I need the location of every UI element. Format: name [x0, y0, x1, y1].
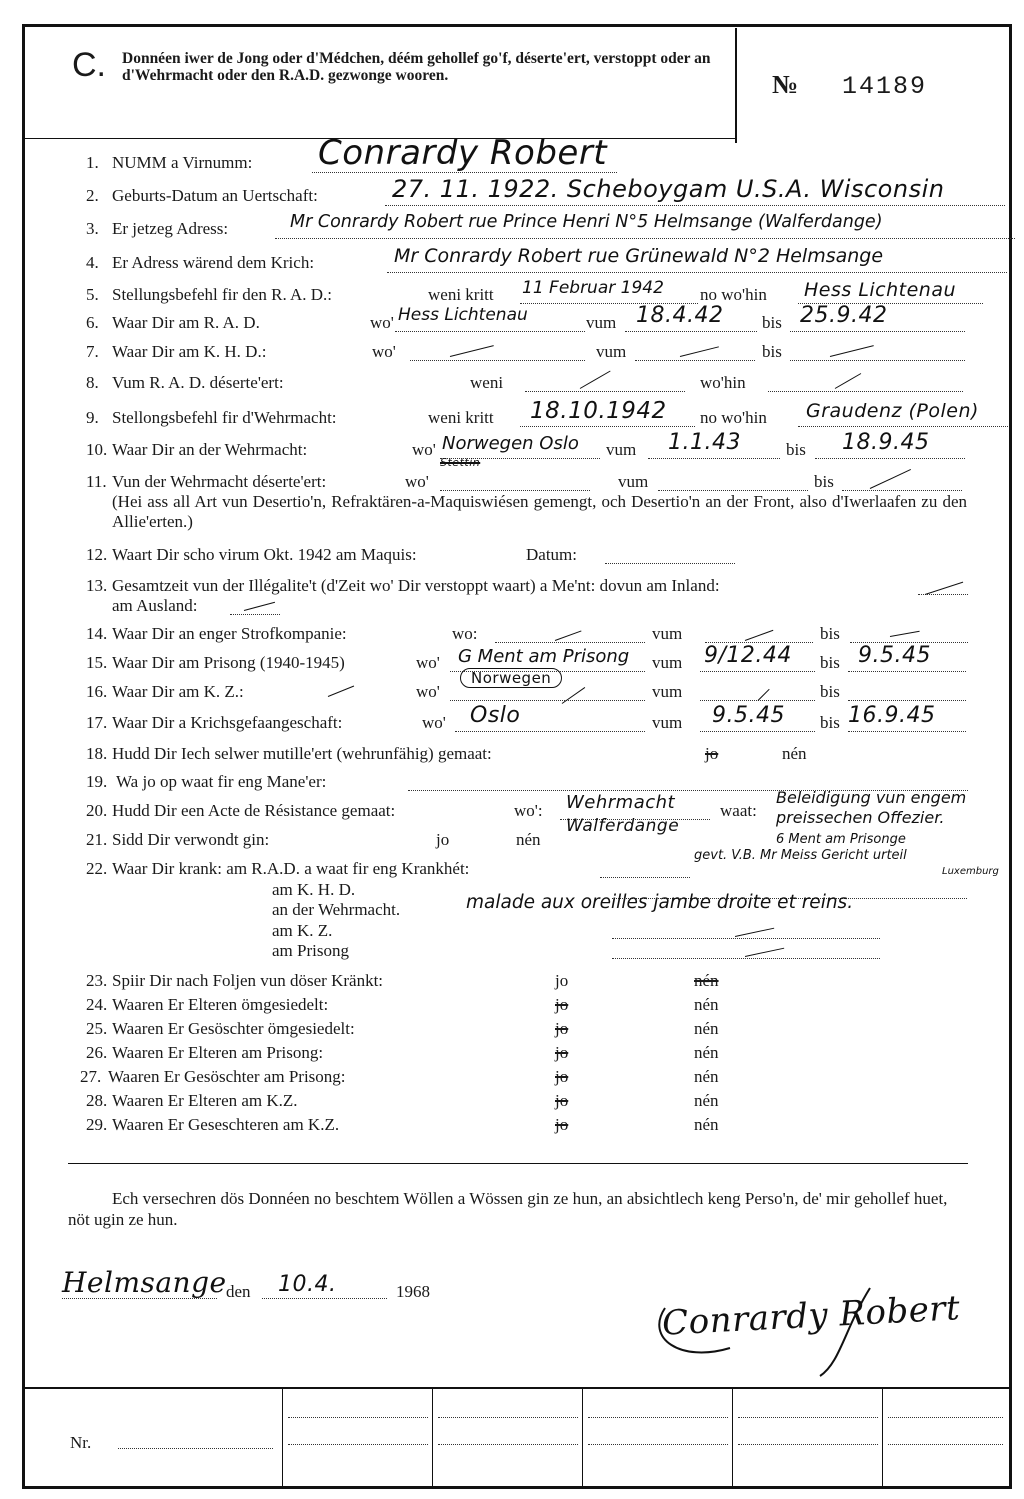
q9-where-label: no wo'hin	[700, 408, 767, 427]
q11-note: (Hei ass all Art vun Desertio'n, Refraktären-a-Maquiswiésen gemengt, och Desertio'n an der Front, also d'Iwerlaafen zu den Allie'erten.)	[112, 492, 967, 531]
q13-ausland-label: am Ausland:	[112, 596, 198, 615]
q18-label: Hudd Dir Iech selwer mutille'ert (wehrunfähig) gemaat:	[112, 744, 492, 763]
footer-col-1	[282, 1387, 283, 1487]
q6-number: 6.	[86, 313, 99, 332]
q17-vum-dots	[700, 731, 815, 732]
q8-label: Vum R. A. D. déserte'ert:	[112, 373, 284, 392]
q3-answer[interactable]: Mr Conrardy Robert rue Prince Henri N°5 Helmsange (Walferdange)	[290, 212, 883, 232]
q6-bis-dots	[790, 331, 965, 332]
q2-answer[interactable]: 27. 11. 1922. Scheboygam U.S.A. Wisconsin	[392, 175, 945, 203]
q18-number: 18.	[86, 744, 108, 763]
q22-rad-dots	[600, 877, 690, 878]
q29-number: 29.	[86, 1115, 108, 1134]
q19-label: Wa jo op waat fir eng Mane'er:	[116, 772, 327, 791]
q25-nen[interactable]: nén	[694, 1019, 719, 1038]
q3-dots	[275, 238, 1015, 239]
q10-wo[interactable]: Norwegen Oslo	[442, 433, 579, 454]
footer-col-5	[882, 1387, 883, 1487]
q11-label: Vun der Wehrmacht déserte'ert:	[112, 472, 327, 491]
q4-dots	[387, 272, 1007, 273]
q22-wehrmacht-answer[interactable]: malade aux oreilles jambe droite et reins.	[466, 892, 854, 913]
q11-bis-label: bis	[814, 472, 834, 491]
form-number: 14189	[842, 72, 928, 101]
q15-wo-label: wo'	[416, 653, 440, 672]
q14-number: 14.	[86, 624, 108, 643]
q8-number: 8.	[86, 373, 99, 392]
header-intro: Donnéen iwer de Jong oder d'Médchen, déém gehollef go'f, déserte'ert, verstoppt oder an d'Wehrmacht oder den R.A.D. gezwonge wooren.	[122, 50, 711, 84]
q2-dots	[385, 205, 1005, 206]
q6-wo[interactable]: Hess Lichtenau	[398, 305, 528, 325]
q22-sub-wehrmacht: an der Wehrmacht.	[272, 900, 401, 919]
section-divider	[68, 1163, 968, 1164]
q21-nen[interactable]: nén	[516, 830, 541, 849]
q3-number: 3.	[86, 219, 99, 238]
q28-nen[interactable]: nén	[694, 1091, 719, 1110]
q4-label: Er Adress wärend dem Krich:	[112, 253, 315, 272]
signature-place-dots	[62, 1298, 217, 1299]
q17-bis-label: bis	[820, 713, 840, 732]
q13-ausland-dots	[230, 614, 280, 615]
q26-number: 26.	[86, 1043, 108, 1062]
q20-waat-label: waat:	[720, 801, 757, 820]
q14-vum-label: vum	[652, 624, 683, 643]
footer-top-line	[24, 1387, 1010, 1389]
footer-col-2	[432, 1387, 433, 1487]
q5-label: Stellungsbefehl fir den R. A. D.:	[112, 285, 333, 304]
q21-note-gericht[interactable]: gevt. V.B. Mr Meiss Gericht urteil	[694, 848, 907, 863]
q14-wo-label: wo:	[452, 624, 478, 643]
footer-dots-2b	[438, 1444, 578, 1445]
signature-flourish	[640, 1268, 990, 1378]
footer-dots-5a	[888, 1417, 1003, 1418]
q2-number: 2.	[86, 186, 99, 205]
q16-wo-dots	[450, 700, 645, 701]
q20-waat[interactable]: Beleidigung vun engem preissechen Offezier.	[776, 788, 967, 827]
q22-sub-prisong: am Prisong	[272, 941, 349, 960]
q5-when[interactable]: 11 Februar 1942	[522, 278, 664, 298]
q9-where[interactable]: Graudenz (Polen)	[806, 400, 979, 422]
q21-note-luxemburg[interactable]: Luxemburg	[942, 866, 999, 877]
q29-label: Waaren Er Geseschteren am K.Z.	[112, 1115, 340, 1134]
q6-bis-label: bis	[762, 313, 782, 332]
q11-wo-label: wo'	[405, 472, 429, 491]
q10-number: 10.	[86, 440, 108, 459]
q9-label: Stellongsbefehl fir d'Wehrmacht:	[112, 408, 337, 427]
q19-number: 19.	[86, 772, 108, 791]
q10-vum[interactable]: 1.1.43	[668, 430, 741, 455]
q7-number: 7.	[86, 342, 99, 361]
q14-bis-label: bis	[820, 624, 840, 643]
q14-label: Waar Dir an enger Strofkompanie:	[112, 624, 347, 643]
q17-bis-dots	[848, 731, 966, 732]
footer-dots-3a	[588, 1417, 728, 1418]
q6-bis[interactable]: 25.9.42	[800, 303, 888, 328]
q4-number: 4.	[86, 253, 99, 272]
q11-vum-label: vum	[618, 472, 649, 491]
q1-label: NUMM a Virnumm:	[112, 153, 253, 172]
q20-number: 20.	[86, 801, 108, 820]
q24-jo[interactable]: jo	[555, 995, 569, 1014]
q6-vum-label: vum	[586, 313, 617, 332]
footer-dots-4b	[738, 1444, 878, 1445]
q20-label: Hudd Dir een Acte de Résistance gemaat:	[112, 801, 396, 820]
q12-datum-dots	[605, 563, 735, 564]
q28-label: Waaren Er Elteren am K.Z.	[112, 1091, 298, 1110]
q10-bis-dots	[815, 458, 965, 459]
q10-vum-dots	[648, 458, 780, 459]
q25-jo[interactable]: jo	[555, 1019, 569, 1038]
q15-vum-dots	[700, 671, 815, 672]
q5-where[interactable]: Hess Lichtenau	[804, 279, 957, 301]
footer-dots-1b	[288, 1444, 428, 1445]
q23-jo[interactable]: jo	[555, 971, 569, 990]
q12-label: Waart Dir scho virum Okt. 1942 am Maquis:	[112, 545, 417, 564]
q9-number: 9.	[86, 408, 99, 427]
q15-wo-note[interactable]: Norwegen	[460, 668, 562, 688]
declaration-text: Ech versechren dös Donnéen no beschtem Wöllen a Wössen gin ze hun, an absichtlech keng Perso'n, de' mir gehollef huet, nöt ugin ze hun.	[68, 1189, 948, 1229]
q5-where-label: no wo'hin	[700, 285, 767, 304]
signature-date-dots	[262, 1298, 387, 1299]
q11-bis-dots	[842, 490, 962, 491]
footer-dots-1a	[288, 1417, 428, 1418]
q6-vum-dots	[625, 331, 757, 332]
q7-bis-label: bis	[762, 342, 782, 361]
q15-bis-dots	[848, 671, 966, 672]
q21-number: 21.	[86, 830, 108, 849]
q15-bis[interactable]: 9.5.45	[858, 643, 931, 668]
q27-jo[interactable]: jo	[555, 1067, 569, 1086]
q17-vum[interactable]: 9.5.45	[712, 703, 785, 728]
q16-wo-label: wo'	[416, 682, 440, 701]
q10-bis[interactable]: 18.9.45	[842, 430, 930, 455]
q26-label: Waaren Er Elteren am Prisong:	[112, 1043, 324, 1062]
q20-wo[interactable]: Wehrmacht	[566, 792, 676, 813]
q22-number: 22.	[86, 859, 108, 878]
header-divider-vertical	[735, 28, 737, 143]
q5-number: 5.	[86, 285, 99, 304]
q15-label: Waar Dir am Prisong (1940-1945)	[112, 653, 345, 672]
q10-bis-label: bis	[786, 440, 806, 459]
q17-vum-label: vum	[652, 713, 683, 732]
footer-col-4	[732, 1387, 733, 1487]
q26-nen[interactable]: nén	[694, 1043, 719, 1062]
q22-kz-dots	[612, 938, 880, 939]
q21-jo[interactable]: jo	[436, 830, 450, 849]
q6-label: Waar Dir am R. A. D.	[112, 313, 260, 332]
q23-nen[interactable]: nén	[694, 971, 719, 990]
q25-label: Waaren Er Gesöschter ömgesiedelt:	[112, 1019, 355, 1038]
footer-nr-dots	[118, 1448, 273, 1449]
q21-label: Sidd Dir verwondt gin:	[112, 830, 270, 849]
q15-number: 15.	[86, 653, 108, 672]
signature-name[interactable]: Conrardy Robert	[661, 1288, 962, 1344]
footer-col-3	[582, 1387, 583, 1487]
q8-where-dots	[768, 391, 963, 392]
q10-label: Waar Dir an der Wehrmacht:	[112, 440, 308, 459]
q6-wo-dots	[395, 331, 585, 332]
signature-den-label: den	[226, 1282, 251, 1301]
q28-jo[interactable]: jo	[555, 1091, 569, 1110]
q15-wo[interactable]: G Ment am Prisong	[458, 646, 630, 667]
q8-when-dots	[525, 391, 685, 392]
q29-jo[interactable]: jo	[555, 1115, 569, 1134]
q27-number: 27.	[80, 1067, 102, 1086]
q7-vum-dots	[635, 360, 755, 361]
footer-dots-5b	[888, 1444, 1003, 1445]
q16-number: 16.	[86, 682, 108, 701]
q2-label: Geburts-Datum an Uertschaft:	[112, 186, 318, 205]
q9-where-dots	[798, 426, 1008, 427]
q8-when-label: weni	[470, 373, 504, 392]
q24-number: 24.	[86, 995, 108, 1014]
q7-label: Waar Dir am K. H. D.:	[112, 342, 267, 361]
q7-wo-dots	[410, 360, 585, 361]
signature-year: 1968	[396, 1282, 430, 1301]
q17-wo-dots	[455, 731, 645, 732]
q22-label: Waar Dir krank: am R.A.D. a waat fir eng Krankhét:	[112, 859, 470, 878]
signature-place[interactable]: Helmsange	[62, 1266, 227, 1299]
q14-wo-dots	[495, 642, 645, 643]
q24-nen[interactable]: nén	[694, 995, 719, 1014]
q4-answer[interactable]: Mr Conrardy Robert rue Grünewald N°2 Helmsange	[394, 245, 884, 267]
q16-bis-dots	[848, 700, 966, 701]
q18-nen[interactable]: nén	[782, 744, 807, 763]
q25-number: 25.	[86, 1019, 108, 1038]
q23-label: Spiir Dir nach Foljen vun döser Kränkt:	[112, 971, 384, 990]
q8-where-label: wo'hin	[700, 373, 746, 392]
q9-when-label: weni kritt	[428, 408, 494, 427]
q15-bis-label: bis	[820, 653, 840, 672]
q17-label: Waar Dir a Krichsgefaangeschaft:	[112, 713, 343, 732]
q7-bis-dots	[790, 360, 965, 361]
q16-label: Waar Dir am K. Z.:	[112, 682, 244, 701]
q12-number: 12.	[86, 545, 108, 564]
q16-bis-label: bis	[820, 682, 840, 701]
q27-label: Waaren Er Gesöschter am Prisong:	[108, 1067, 346, 1086]
q29-nen[interactable]: nén	[694, 1115, 719, 1134]
q26-jo[interactable]: jo	[555, 1043, 569, 1062]
q11-vum-dots	[658, 490, 808, 491]
q16-vum-label: vum	[652, 682, 683, 701]
footer-nr-label: Nr.	[70, 1433, 92, 1452]
q9-when[interactable]: 18.10.1942	[530, 398, 667, 424]
q17-wo[interactable]: Oslo	[470, 703, 521, 728]
q17-wo-label: wo'	[422, 713, 446, 732]
footer-dots-3b	[588, 1444, 728, 1445]
q1-number: 1.	[86, 153, 99, 172]
q6-vum[interactable]: 18.4.42	[636, 303, 724, 328]
q5-when-label: weni kritt	[428, 285, 494, 304]
q1-answer[interactable]: Conrardy Robert	[318, 133, 608, 173]
q7-wo-label: wo'	[372, 342, 396, 361]
q6-wo-label: wo'	[370, 313, 394, 332]
q22-prisong-dots	[612, 958, 880, 959]
q17-number: 17.	[86, 713, 108, 732]
q27-nen[interactable]: nén	[694, 1067, 719, 1086]
q15-vum[interactable]: 9/12.44	[704, 643, 792, 668]
q22-sub-khd: am K. H. D.	[272, 880, 356, 899]
q7-vum-label: vum	[596, 342, 627, 361]
q15-vum-label: vum	[652, 653, 683, 672]
q11-wo-note[interactable]: Stettin	[440, 456, 481, 469]
q17-bis[interactable]: 16.9.45	[848, 703, 936, 728]
footer-dots-2a	[438, 1417, 578, 1418]
q18-jo[interactable]: jo	[705, 744, 719, 763]
number-sign: №	[772, 70, 799, 99]
q12-datum-label: Datum:	[526, 545, 577, 564]
q9-when-dots	[520, 426, 695, 427]
q22-sub-kz: am K. Z.	[272, 921, 333, 940]
signature-date[interactable]: 10.4.	[278, 1272, 337, 1297]
q24-label: Waaren Er Elteren ömgesiedelt:	[112, 995, 329, 1014]
q10-vum-label: vum	[606, 440, 637, 459]
q11-wo-dots	[440, 490, 590, 491]
q21-note-walferdange[interactable]: Walferdange	[566, 816, 680, 836]
q13-number: 13.	[86, 576, 108, 595]
section-letter: C.	[72, 46, 106, 84]
q20-wo-label: wo':	[514, 801, 543, 820]
footer-dots-4a	[738, 1417, 878, 1418]
q23-number: 23.	[86, 971, 108, 990]
q11-number: 11.	[86, 472, 107, 491]
q13-label: Gesamtzeit vun der Illégalite't (d'Zeit wo' Dir verstoppt waart) a Me'nt: dovun am Inland:	[112, 576, 720, 595]
q10-wo-label: wo'	[412, 440, 436, 459]
q21-note-prisonge[interactable]: 6 Ment am Prisonge	[776, 832, 906, 847]
q28-number: 28.	[86, 1091, 108, 1110]
q3-label: Er jetzeg Adress:	[112, 219, 229, 238]
